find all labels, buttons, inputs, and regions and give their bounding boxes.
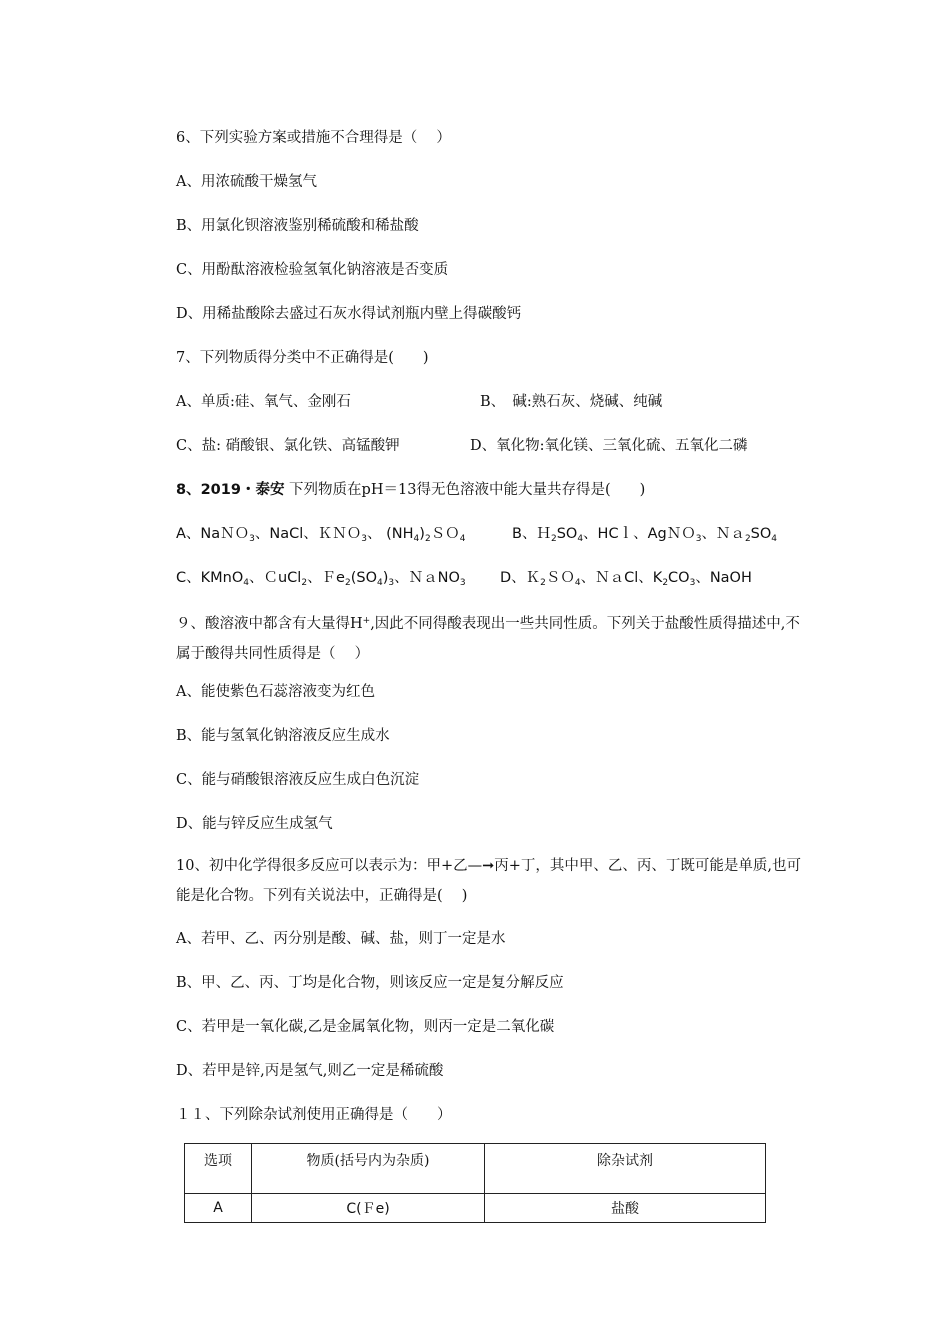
q10-option-d: D、若甲是锌,丙是氢气,则乙一定是稀硫酸 xyxy=(176,1063,444,1079)
q6-option-d: D、用稀盐酸除去盛过石灰水得试剂瓶内壁上得碳酸钙 xyxy=(176,306,522,322)
cell-option: A xyxy=(185,1194,252,1223)
q10-option-c: C、若甲是一氧化碳,乙是金属氧化物，则丙一定是二氧化碳 xyxy=(176,1019,555,1035)
impurity-removal-table xyxy=(184,1143,766,1223)
q7-stem: 7、下列物质得分类中不正确得是( ) xyxy=(176,350,429,366)
q7-option-c: C、盐: 硝酸银、氯化铁、高锰酸钾 xyxy=(176,438,400,454)
q6-option-c: C、用酚酞溶液检验氢氧化钠溶液是否变质 xyxy=(176,262,449,278)
q9-option-a: A、能使紫色石蕊溶液变为红色 xyxy=(176,684,375,700)
column-header-reagent: 除杂试剂 xyxy=(485,1144,766,1194)
q6-stem: 6、下列实验方案或措施不合理得是（ ） xyxy=(176,130,451,146)
q10-stem: 10、初中化学得很多反应可以表示为：甲+乙—➞丙+丁，其中甲、乙、丙、丁既可能是单质,也可能是化合物。下列有关说法中，正确得是( ) xyxy=(176,858,802,904)
q9-stem: ９、酸溶液中都含有大量得H+,因此不同得酸表现出一些共同性质。下列关于盐酸性质得描述中,不属于酸得共同性质得是（ ） xyxy=(176,616,800,662)
q10-option-a: A、若甲、乙、丙分别是酸、碱、盐，则丁一定是水 xyxy=(176,931,506,947)
cell-substance: C(Ｆe) xyxy=(252,1194,485,1223)
q9-option-b: B、能与氢氧化钠溶液反应生成水 xyxy=(176,728,390,744)
table-row xyxy=(185,1194,766,1223)
q8-stem: 下列物质在pH＝13得无色溶液中能大量共存得是( ) xyxy=(284,482,646,498)
cell-reagent: 盐酸 xyxy=(485,1194,766,1223)
q7-option-d: D、氧化物:氧化镁、三氧化硫、五氧化二磷 xyxy=(470,438,748,454)
q7-option-b: B、 碱:熟石灰、烧碱、纯碱 xyxy=(480,394,663,410)
q9-option-c: C、能与硝酸银溶液反应生成白色沉淀 xyxy=(176,772,420,788)
q6-option-b: B、用氯化钡溶液鉴别稀硫酸和稀盐酸 xyxy=(176,218,419,234)
q8-option-c: C、KMnO$_4$、ＣuCl$_2$、$Fe_2(SO_4)_3$、ＮａNO$_3$ xyxy=(176,570,466,588)
q9-option-d: D、能与锌反应生成氢气 xyxy=(176,816,333,832)
column-header-option: 选项 xyxy=(185,1144,252,1194)
q8-stem-line xyxy=(176,480,645,500)
q11-stem: １１、下列除杂试剂使用正确得是（ ） xyxy=(176,1107,452,1123)
table-header-row xyxy=(185,1144,766,1194)
column-header-substance: 物质(括号内为杂质) xyxy=(252,1144,485,1194)
q7-option-a: A、单质:硅、氧气、金刚石 xyxy=(176,394,351,410)
q8-option-b: B、$H_2SO_4$、HCｌ、AgＮＯ$_3$、$Na_2SO_4$ xyxy=(512,526,778,544)
q8-source: 8、2019・泰安 xyxy=(176,482,285,498)
q6-option-a: A、用浓硫酸干燥氢气 xyxy=(176,174,317,190)
q10-option-b: B、甲、乙、丙、丁均是化合物，则该反应一定是复分解反应 xyxy=(176,975,564,991)
q8-option-d: D、Ｋ$_2$ＳＯ$_4$、ＮａCl、$K_2CO_3$、NaOH xyxy=(500,570,752,588)
q8-option-a: A、NaＮＯ$_3$、NaCl、ＫＮＯ$_3$、 $(NH_4)_2SO_4$ xyxy=(176,526,466,544)
